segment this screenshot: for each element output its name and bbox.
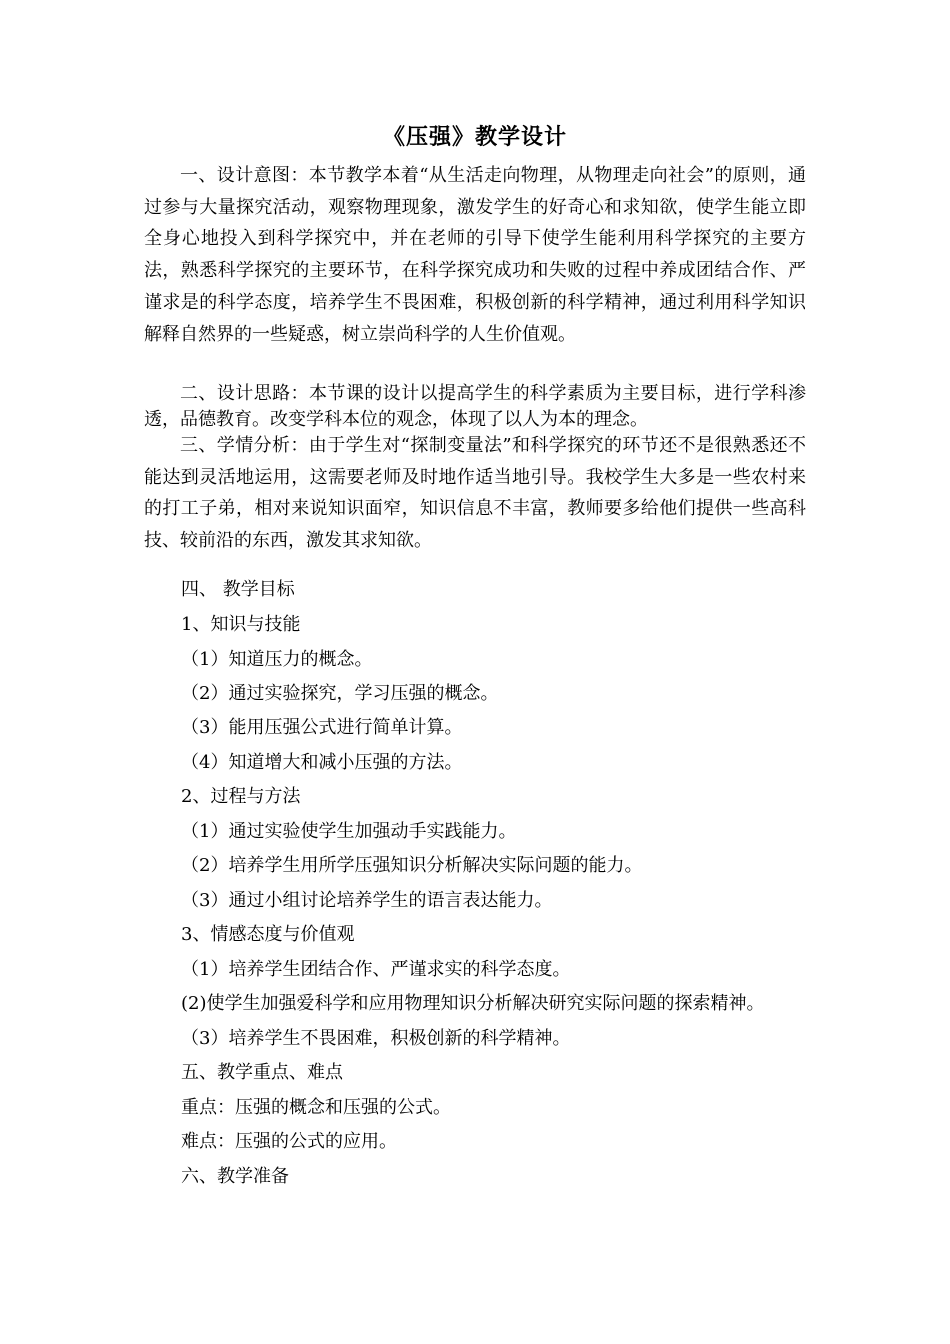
list-item: （3）通过小组讨论培养学生的语言表达能力。 [181,890,553,911]
paragraph-design-idea: 二、设计思路：本节课的设计以提高学生的科学素质为主要目标，进行学科渗透，品德教育。改变学科本位的观念，体现了以人为本的理念。 [144,383,806,430]
list-item: （1）培养学生团结合作、严谨求实的科学态度。 [181,959,571,980]
section-heading-teaching-goals: 四、 教学目标 [181,579,295,600]
list-item: （3）能用压强公式进行简单计算。 [181,717,463,738]
document-title: 《压强》教学设计 [382,124,567,150]
subheading-process-methods: 2、过程与方法 [181,786,301,807]
list-item: （1）通过实验使学生加强动手实践能力。 [181,821,517,842]
subheading-knowledge-skills: 1、知识与技能 [181,614,301,635]
list-item: （4）知道增大和减小压强的方法。 [181,752,463,773]
paragraph-student-analysis: 三、学情分析：由于学生对“探制变量法”和科学探究的环节还不是很熟悉还不能达到灵活地运用，这需要老师及时地作适当地引导。我校学生大多是一些农村来的打工子弟，相对来说知识面窄，知识信息不丰富，教师要多给他们提供一些高科技、较前沿的东西，激发其求知欲。 [144,435,806,551]
section-heading-preparation: 六、教学准备 [181,1166,289,1187]
list-item: (2)使学生加强爱科学和应用物理知识分析解决研究实际问题的探索精神。 [181,993,765,1014]
list-item: （2）培养学生用所学压强知识分析解决实际问题的能力。 [181,855,643,876]
list-item: （1）知道压力的概念。 [181,649,373,670]
section-heading-key-points: 五、教学重点、难点 [181,1062,343,1083]
subheading-emotion-values: 3、情感态度与价值观 [181,924,355,945]
list-item: （2）通过实验探究，学习压强的概念。 [181,683,499,704]
list-item: （3）培养学生不畏困难，积极创新的科学精神。 [181,1028,571,1049]
paragraph-design-intent: 一、设计意图：本节教学本着“从生活走向物理，从物理走向社会”的原则，通过参与大量探究活动，观察物理现象，激发学生的好奇心和求知欲，使学生能立即全身心地投入到科学探究中，并在老师的引导下使学生能利用科学探究的主要方法，熟悉科学探究的主要环节，在科学探究成功和失败的过程中养成团结合作、严谨求是的科学态度，培养学生不畏困难，积极创新的科学精神，通过利用科学知识解释自然界的一些疑惑，树立崇尚科学的人生价值观。 [144,165,806,345]
difficult-point-text: 难点：压强的公式的应用。 [181,1131,397,1152]
key-point-text: 重点：压强的概念和压强的公式。 [181,1097,451,1118]
